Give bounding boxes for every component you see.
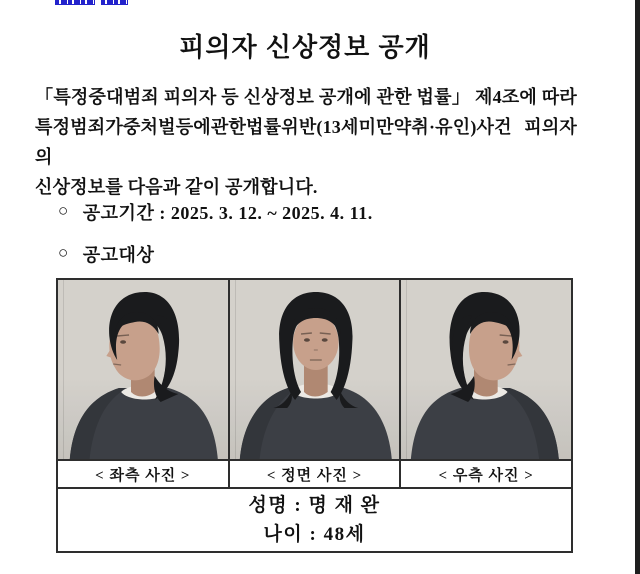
circle-bullet-icon: ○	[58, 201, 69, 220]
subject-info-row	[58, 487, 571, 551]
subject-name: 성명 : 명 재 완	[248, 494, 381, 516]
suspect-photo-right-profile	[399, 280, 571, 459]
clipped-link-fragment[interactable]	[55, 0, 128, 5]
body-line: 신상정보를 다음과 같이 공개합니다.	[35, 177, 318, 197]
photo-label-left: < 좌측 사진 >	[95, 467, 191, 484]
notice-period-text: 공고기간 : 2025. 3. 12. ~ 2025. 4. 11.	[82, 203, 373, 223]
notice-subject-line	[58, 241, 154, 267]
notice-period-line	[58, 199, 373, 225]
clipped-link-segment	[101, 0, 128, 5]
notice-subject-text: 공고대상	[82, 245, 155, 265]
body-line: 특정범죄가중처벌등에관한법률위반(13세미만약취·유인)사건 피의자의	[35, 117, 577, 167]
page-right-edge	[635, 0, 640, 574]
suspect-photo-left-profile	[58, 280, 228, 459]
front-portrait-image	[230, 280, 400, 459]
photo-label-right: < 우측 사진 >	[399, 461, 571, 487]
body-paragraph	[35, 82, 577, 202]
subject-age: 나이 : 48세	[263, 523, 366, 545]
clipped-link-segment	[55, 0, 95, 5]
wall-seam	[406, 280, 407, 459]
photo-label-front: < 정면 사진 >	[228, 461, 400, 487]
body-line: 「특정중대범죄 피의자 등 신상정보 공개에 관한 법률」 제4조에 따라	[35, 87, 577, 107]
right-profile-portrait-image	[401, 280, 571, 459]
circle-bullet-icon: ○	[58, 243, 69, 262]
photo-label-row	[58, 459, 571, 487]
left-profile-portrait-image	[58, 280, 228, 459]
photo-row	[58, 280, 571, 459]
wall-seam	[235, 280, 236, 459]
suspect-photo-front	[228, 280, 400, 459]
wall-seam	[63, 280, 64, 459]
page-title: 피의자 신상정보 공개	[179, 32, 431, 62]
subject-info-table	[56, 278, 573, 553]
